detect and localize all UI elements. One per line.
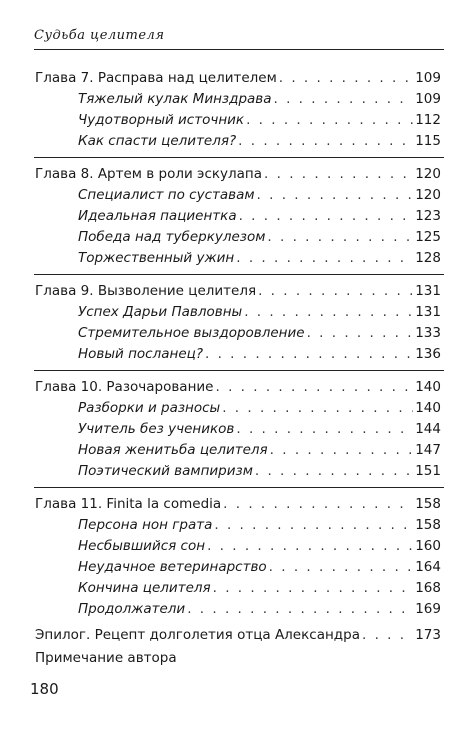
dot-leader: [239, 206, 414, 227]
section-title: Кончина целителя: [78, 580, 211, 596]
section-title: Новый посланец?: [78, 346, 203, 362]
dot-leader: [223, 494, 413, 515]
toc-author-note-entry[interactable]: [0, 647, 471, 669]
section-title: Стремительное выздоровление: [78, 325, 305, 341]
page-number: 140: [415, 400, 441, 416]
chapter-7: [0, 68, 471, 152]
page-number: 125: [415, 229, 441, 245]
toc-section-entry[interactable]: [0, 461, 471, 482]
page-number: 158: [415, 517, 441, 533]
dot-leader: [205, 344, 413, 365]
dot-leader: [255, 461, 413, 482]
dot-leader: [264, 164, 413, 185]
page-number: 115: [415, 133, 441, 149]
page-number: 136: [415, 346, 441, 362]
page-number: 147: [415, 442, 441, 458]
page-number: 128: [415, 250, 441, 266]
page-number: 160: [415, 538, 441, 554]
toc-chapter-entry[interactable]: [0, 494, 471, 515]
chapter-divider: [34, 157, 444, 158]
page-number: 140: [415, 379, 441, 395]
page-number: 131: [415, 304, 441, 320]
running-head: Судьба целителя: [34, 28, 165, 43]
page-number: 164: [415, 559, 441, 575]
section-title: Несбывшийся сон: [78, 538, 206, 554]
page-number: 123: [415, 208, 441, 224]
toc-section-entry[interactable]: [0, 536, 471, 557]
header-rule: [34, 49, 444, 50]
toc-section-entry[interactable]: [0, 323, 471, 344]
dot-leader: [307, 323, 414, 344]
toc-section-entry[interactable]: [0, 557, 471, 578]
toc-section-entry[interactable]: [0, 515, 471, 536]
page-number: 151: [415, 463, 441, 479]
dot-leader: [214, 515, 413, 536]
chapter-title: Глава 9. Вызволение целителя: [35, 283, 257, 299]
dot-leader: [215, 377, 413, 398]
author-note-title: Примечание автора: [35, 650, 177, 666]
page-number: 133: [415, 325, 441, 341]
page-number: 144: [415, 421, 441, 437]
toc-epilogue-entry[interactable]: [0, 623, 471, 647]
section-title: Тяжелый кулак Минздрава: [78, 91, 272, 107]
dot-leader: [269, 557, 414, 578]
section-title: Идеальная пациентка: [78, 208, 237, 224]
toc-section-entry[interactable]: [0, 131, 471, 152]
dot-leader: [213, 578, 414, 599]
toc-chapter-entry[interactable]: [0, 377, 471, 398]
chapter-divider: [34, 274, 444, 275]
page-number: 109: [415, 91, 441, 107]
epilogue-title: Эпилог. Рецепт долголетия отца Александра: [35, 627, 360, 643]
dot-leader: [238, 131, 413, 152]
chapter-title: Глава 10. Разочарование: [35, 379, 214, 395]
section-title: Учитель без учеников: [78, 421, 235, 437]
toc-section-entry[interactable]: [0, 110, 471, 131]
dot-leader: [222, 398, 413, 419]
toc-section-entry[interactable]: [0, 344, 471, 365]
toc-section-entry[interactable]: [0, 206, 471, 227]
chapter-11: [0, 494, 471, 620]
dot-leader: [244, 302, 413, 323]
dot-leader: [279, 68, 413, 89]
toc-section-entry[interactable]: [0, 227, 471, 248]
back-matter: [0, 623, 471, 669]
dot-leader: [246, 110, 413, 131]
dot-leader: [187, 599, 413, 620]
chapter-title: Глава 8. Артем в роли эскулапа: [35, 166, 263, 182]
toc-chapter-entry[interactable]: [0, 164, 471, 185]
dot-leader: [207, 536, 413, 557]
dot-leader: [236, 419, 413, 440]
dot-leader: [257, 185, 414, 206]
dot-leader: [362, 623, 413, 647]
section-title: Неудачное ветеринарство: [78, 559, 267, 575]
toc-section-entry[interactable]: [0, 185, 471, 206]
dot-leader: [258, 281, 413, 302]
page-number: 169: [415, 601, 441, 617]
page-number: 112: [415, 112, 441, 128]
page-number: 173: [415, 627, 441, 643]
toc-section-entry[interactable]: [0, 89, 471, 110]
toc-section-entry[interactable]: [0, 578, 471, 599]
page-folio: 180: [30, 680, 59, 698]
toc-chapter-entry[interactable]: [0, 68, 471, 89]
chapter-divider: [34, 487, 444, 488]
chapter-title: Глава 11. Finita la comedia: [35, 496, 222, 512]
dot-leader: [274, 89, 414, 110]
section-title: Поэтический вампиризм: [78, 463, 253, 479]
section-title: Разборки и разносы: [78, 400, 221, 416]
page-number: 158: [415, 496, 441, 512]
section-title: Чудотворный источник: [78, 112, 245, 128]
section-title: Победа над туберкулезом: [78, 229, 266, 245]
section-title: Успех Дарьи Павловны: [78, 304, 243, 320]
toc-section-entry[interactable]: [0, 398, 471, 419]
table-of-contents: [0, 68, 471, 669]
section-title: Новая женитьба целителя: [78, 442, 268, 458]
dot-leader: [236, 248, 413, 269]
section-title: Продолжатели: [78, 601, 186, 617]
page-number: 168: [415, 580, 441, 596]
section-title: Специалист по суставам: [78, 187, 255, 203]
page-number: 120: [415, 166, 441, 182]
chapter-9: [0, 281, 471, 365]
chapter-divider: [34, 370, 444, 371]
toc-chapter-entry[interactable]: [0, 281, 471, 302]
dot-leader: [267, 227, 413, 248]
toc-section-entry[interactable]: [0, 440, 471, 461]
section-title: Торжественный ужин: [78, 250, 235, 266]
section-title: Персона нон грата: [78, 517, 213, 533]
chapter-8: [0, 164, 471, 269]
chapter-10: [0, 377, 471, 482]
toc-section-entry[interactable]: [0, 419, 471, 440]
page-number: 109: [415, 70, 441, 86]
toc-section-entry[interactable]: [0, 302, 471, 323]
page-number: 120: [415, 187, 441, 203]
page-number: 131: [415, 283, 441, 299]
chapter-title: Глава 7. Расправа над целителем: [35, 70, 277, 86]
toc-section-entry[interactable]: [0, 248, 471, 269]
toc-section-entry[interactable]: [0, 599, 471, 620]
section-title: Как спасти целителя?: [78, 133, 237, 149]
dot-leader: [270, 440, 414, 461]
